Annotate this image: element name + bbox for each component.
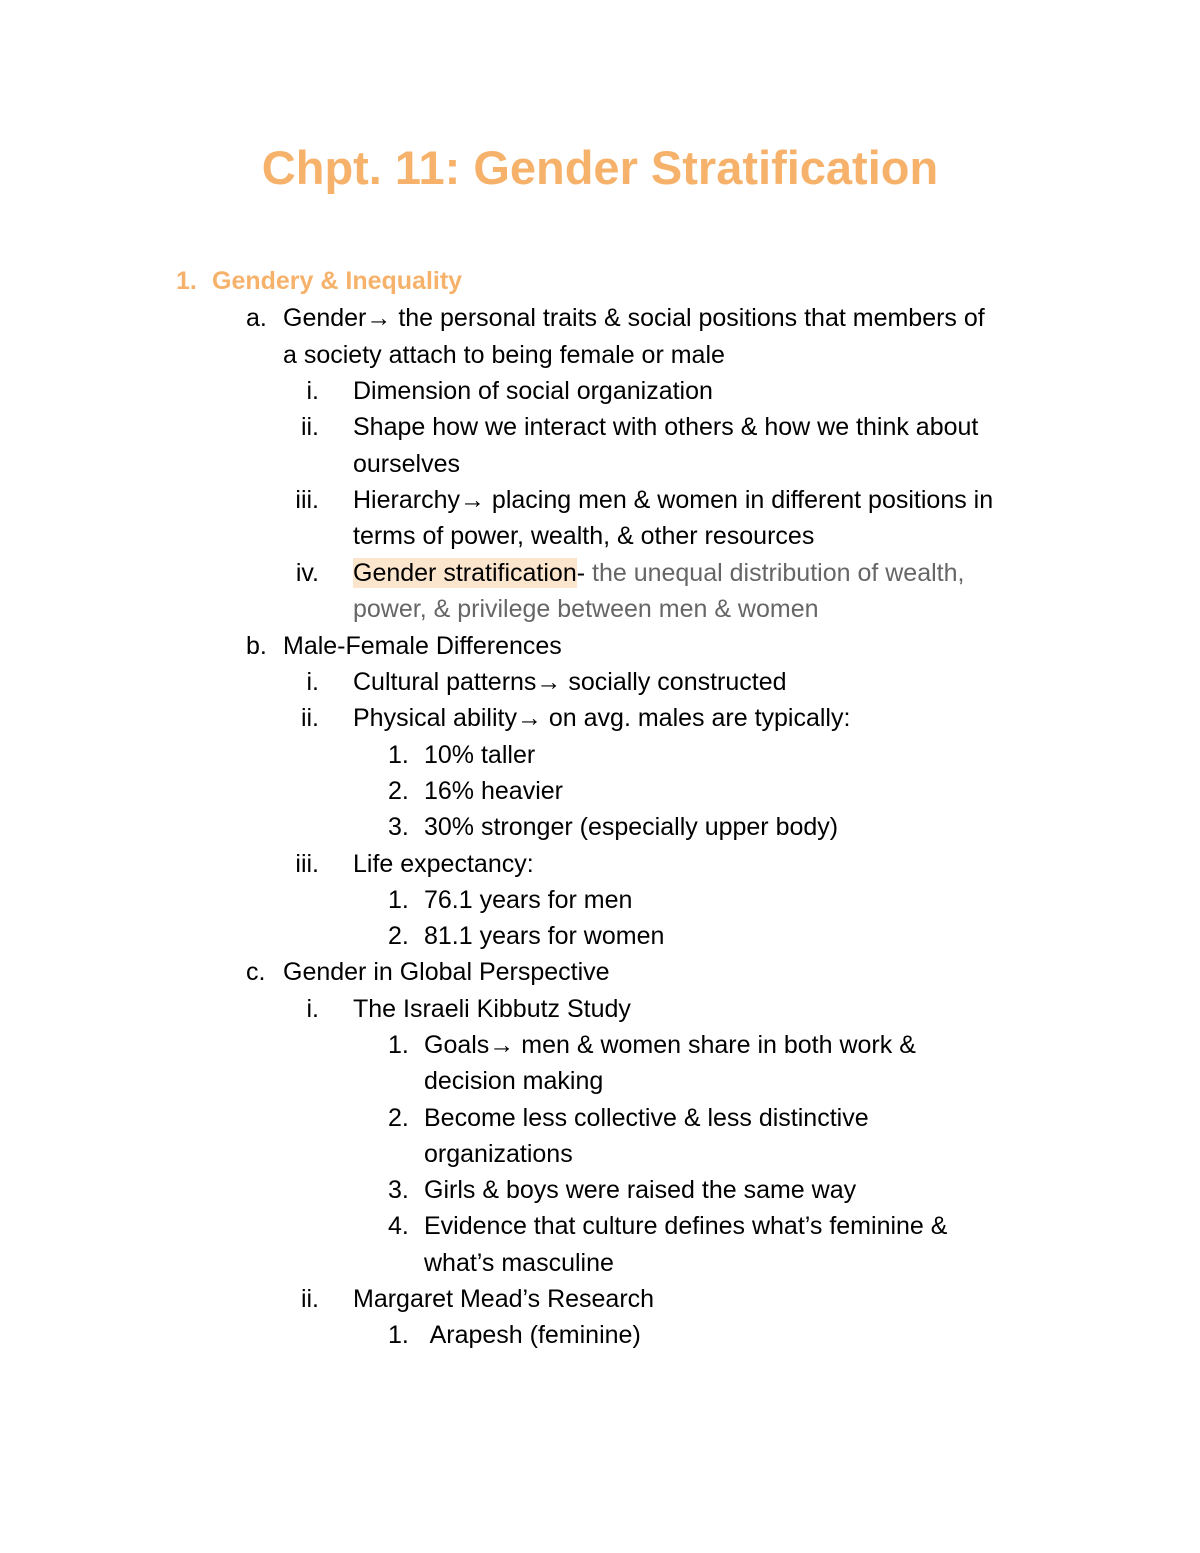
list-item-c-i-1-line2: decision making — [424, 1067, 604, 1095]
list-marker-b-iii-2: 2. — [388, 922, 409, 950]
list-marker-b: b. — [246, 632, 267, 660]
term-definition-part2: power, & privilege between men & women — [353, 595, 819, 623]
list-marker-b-iii: iii. — [295, 850, 319, 878]
gender-definition-line1: Gender→ the personal traits & social positions that members of — [283, 304, 985, 332]
list-item-a-iv-line1 — [353, 555, 964, 591]
list-item-c-i-3: Girls & boys were raised the same way — [424, 1176, 857, 1204]
list-item-a-ii-line1: Shape how we interact with others & how we think about — [353, 413, 979, 441]
list-item-c-i-1-line1: Goals→ men & women share in both work & — [424, 1031, 916, 1059]
list-marker-c-ii: ii. — [300, 1285, 319, 1313]
term-dash: - — [576, 559, 586, 587]
list-item-a-iii-line1: Hierarchy→ placing men & women in different positions in — [353, 486, 994, 514]
list-item-c-ii: Margaret Mead’s Research — [353, 1285, 655, 1313]
list-item-c-i-2-line1: Become less collective & less distinctive — [424, 1104, 869, 1132]
list-marker-b-ii: ii. — [300, 704, 319, 732]
list-item-a-ii-line2: ourselves — [353, 450, 460, 478]
list-item-c-i: The Israeli Kibbutz Study — [353, 995, 631, 1023]
gender-definition-line2: a society attach to being female or male — [283, 341, 725, 369]
section-number: 1. — [176, 267, 197, 295]
list-marker-b-ii-3: 3. — [388, 813, 409, 841]
list-marker-c-i: i. — [306, 995, 319, 1023]
list-item-b-ii-1: 10% taller — [424, 741, 536, 769]
list-item-b-iii: Life expectancy: — [353, 850, 534, 878]
list-marker-c: c. — [246, 958, 266, 986]
list-marker-c-i-4: 4. — [388, 1212, 409, 1240]
list-marker-c-i-2: 2. — [388, 1104, 409, 1132]
list-marker-a: a. — [246, 304, 267, 332]
list-marker-a-ii: ii. — [300, 413, 319, 441]
list-marker-b-i: i. — [306, 668, 319, 696]
term-definition-part1: the unequal distribution of wealth, — [585, 559, 965, 587]
page-title: Chpt. 11: Gender Stratification — [261, 141, 939, 194]
list-item-b-iii-1: 76.1 years for men — [424, 886, 633, 914]
list-marker-a-iii: iii. — [295, 486, 319, 514]
list-item-c: Gender in Global Perspective — [283, 958, 610, 986]
list-marker-b-ii-2: 2. — [388, 777, 409, 805]
highlighted-term: Gender stratification — [353, 559, 577, 587]
list-item-b-ii-2: 16% heavier — [424, 777, 563, 805]
list-item-b-ii: Physical ability→ on avg. males are typically: — [353, 704, 851, 732]
list-item-b-ii-3: 30% stronger (especially upper body) — [424, 813, 839, 841]
list-marker-b-ii-1: 1. — [388, 741, 409, 769]
list-marker-c-i-3: 3. — [388, 1176, 409, 1204]
list-marker-c-ii-1: 1. — [388, 1321, 409, 1349]
list-item-b-iii-2: 81.1 years for women — [424, 922, 665, 950]
list-marker-a-iv: iv. — [295, 559, 319, 587]
section-heading: Gendery & Inequality — [212, 267, 463, 295]
list-marker-c-i-1: 1. — [388, 1031, 409, 1059]
list-item-b: Male-Female Differences — [283, 632, 562, 660]
list-item-a-iii-line2: terms of power, wealth, & other resources — [353, 522, 815, 550]
list-item-c-i-2-line2: organizations — [424, 1140, 573, 1168]
list-item-b-i: Cultural patterns→ socially constructed — [353, 668, 787, 696]
list-item-c-i-4-line1: Evidence that culture defines what’s feminine & — [424, 1212, 948, 1240]
list-item-c-i-4-line2: what’s masculine — [424, 1249, 614, 1277]
list-item-c-ii-1: Arapesh (feminine) — [424, 1321, 641, 1349]
list-marker-b-iii-1: 1. — [388, 886, 409, 914]
list-marker-a-i: i. — [306, 377, 319, 405]
list-item-a-i: Dimension of social organization — [353, 377, 713, 405]
